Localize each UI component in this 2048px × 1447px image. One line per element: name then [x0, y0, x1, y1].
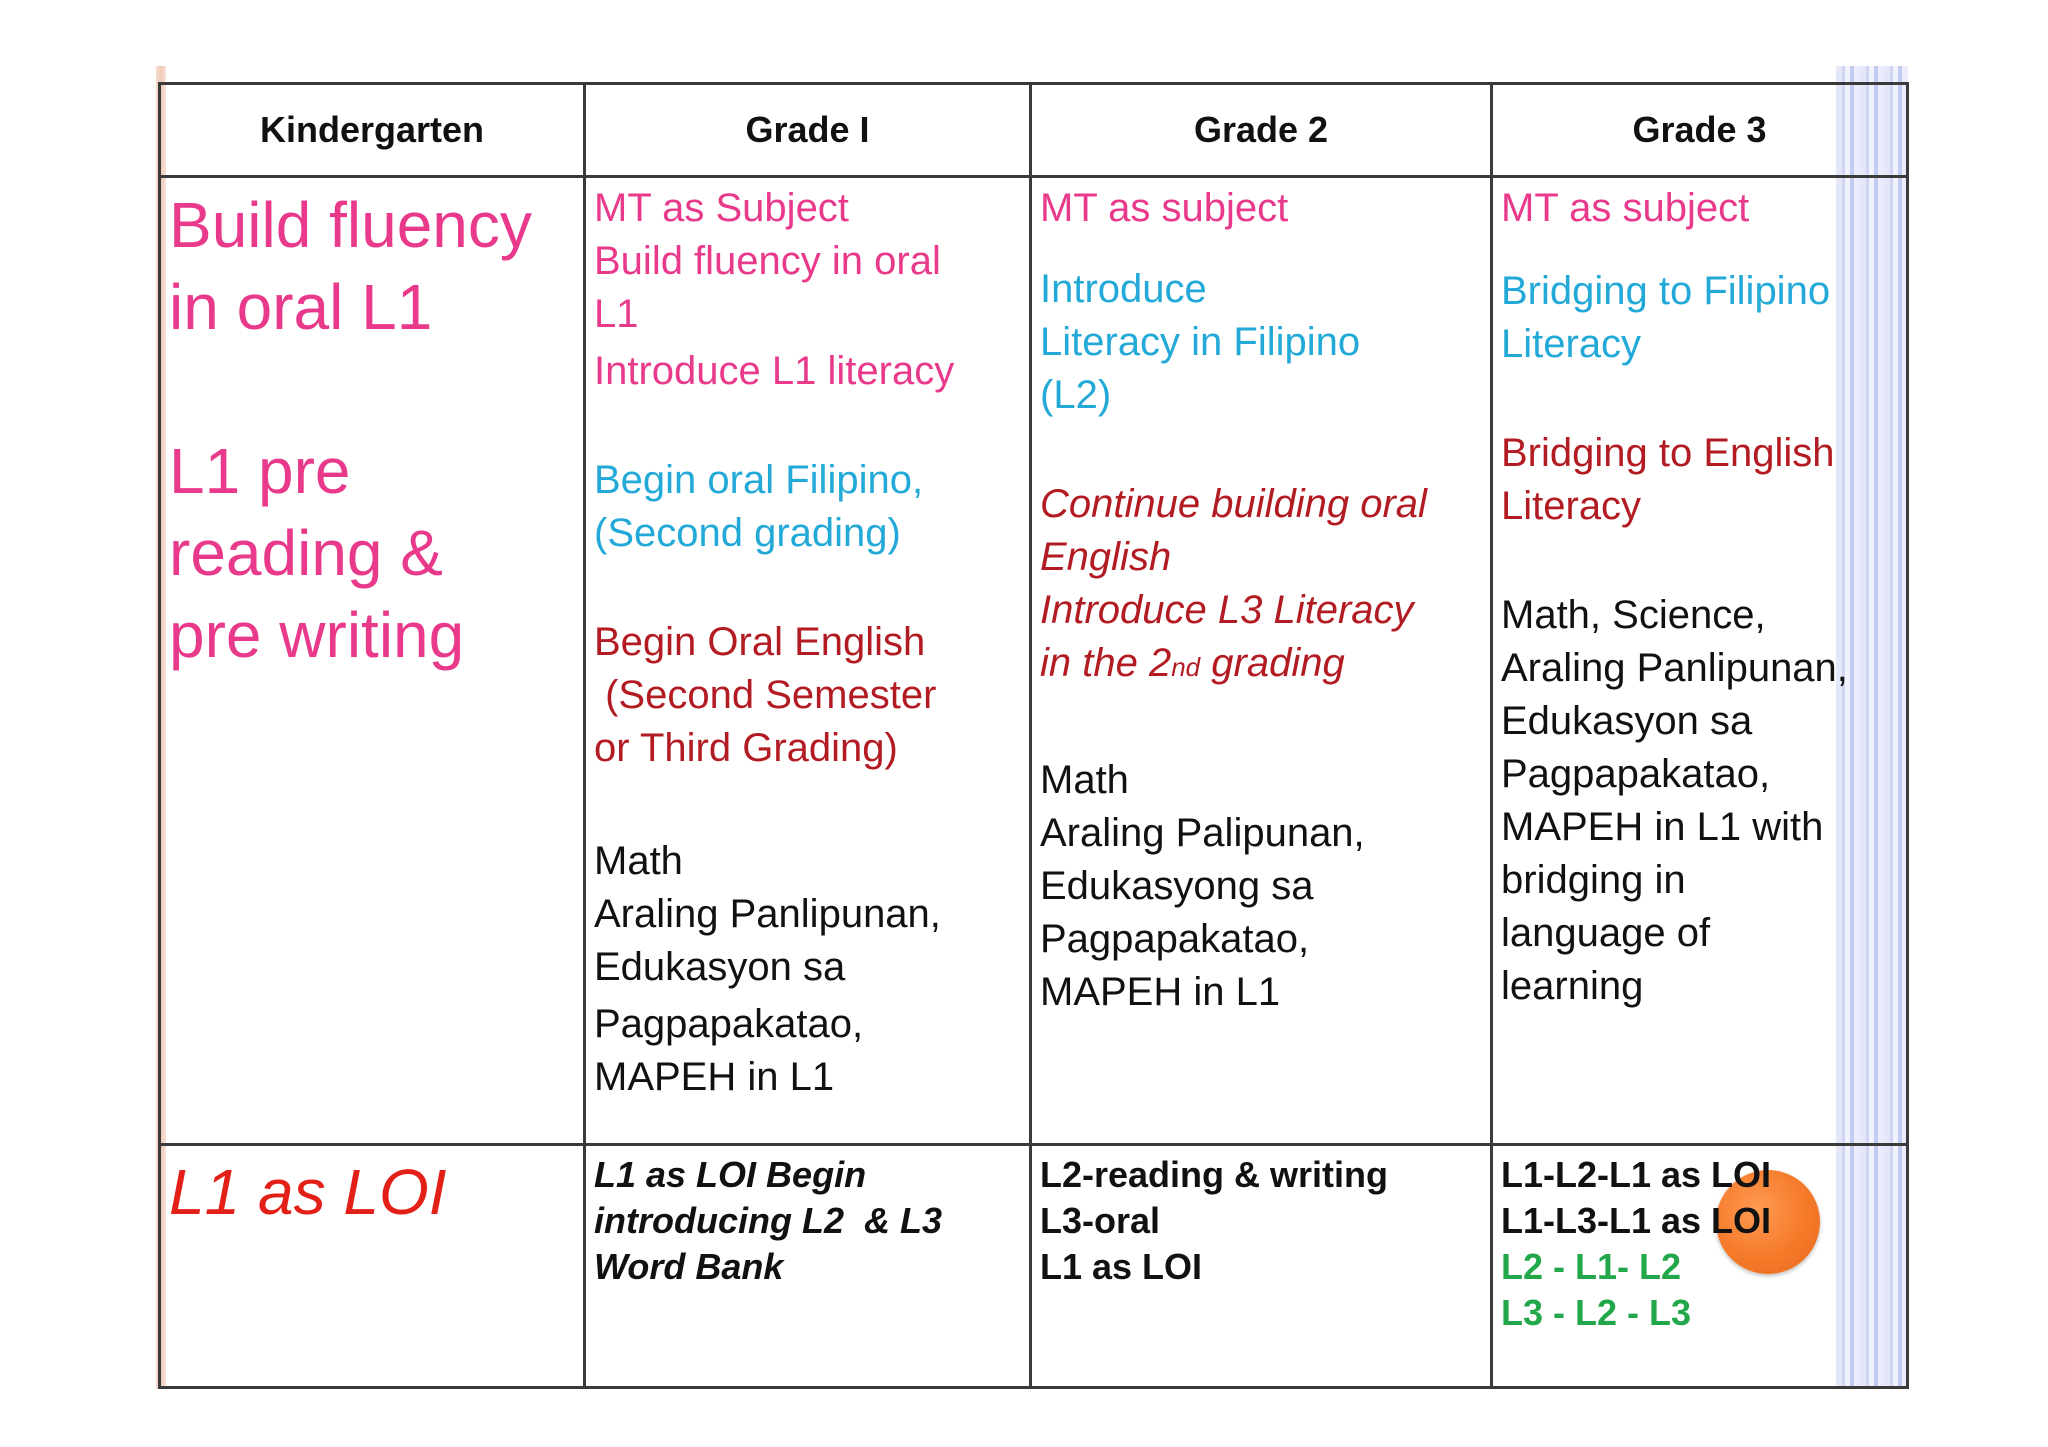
k-prereading-line-3: pre writing [169, 599, 465, 671]
g1-subject-line-1: Math [594, 839, 683, 883]
g3-subject-line-5: MAPEH in L1 with [1501, 805, 1824, 849]
curriculum-table [158, 82, 1909, 1389]
g2-subject-line-3: Edukasyong sa [1040, 864, 1314, 908]
g1-loi-line-2: introducing L2 & L3 [594, 1200, 942, 1241]
cell-kindergarten-main [160, 177, 585, 1145]
g3-loi-line-1: L1-L2-L1 as LOI [1501, 1154, 1772, 1195]
g1-subject-line-4: Pagpapakatao, [594, 1002, 864, 1046]
g2-subject-line-5: MAPEH in L1 [1040, 970, 1281, 1014]
g1-subject-line-5: MAPEH in L1 [594, 1055, 835, 1099]
g2-filipino-line-2: Literacy in Filipino [1040, 320, 1361, 364]
cell-grade-3-loi [1492, 1145, 1908, 1388]
g1-filipino-line-2: (Second grading) [594, 511, 901, 555]
cell-grade-2-loi [1031, 1145, 1492, 1388]
g1-english-line-3: or Third Grading) [594, 726, 898, 770]
cell-grade-2-main [1031, 177, 1492, 1145]
g2-english-literacy-line-2: in the 2nd grading [1040, 641, 1345, 685]
k-fluency-line-2: in oral L1 [169, 271, 433, 343]
header-kindergarten: Kindergarten [160, 84, 585, 177]
g2-subject-line-4: Pagpapakatao, [1040, 917, 1310, 961]
g3-english-line-2: Literacy [1501, 484, 1642, 528]
g1-english-line-2: (Second Semester [594, 673, 937, 717]
g2-english-oral-line-2: English [1040, 535, 1172, 579]
g3-subject-line-4: Pagpapakatao, [1501, 752, 1771, 796]
g3-loi-line-3: L2 - L1- L2 [1501, 1246, 1682, 1287]
header-row [160, 84, 1908, 177]
g3-subject-line-3: Edukasyon sa [1501, 699, 1753, 743]
g2-subject-line-1: Math [1040, 758, 1129, 802]
g3-filipino-line-2: Literacy [1501, 322, 1642, 366]
g1-loi-line-3: Word Bank [594, 1246, 784, 1287]
cell-kindergarten-loi [160, 1145, 585, 1388]
g3-subject-line-8: learning [1501, 964, 1644, 1008]
g2-subject-line-2: Araling Palipunan, [1040, 811, 1365, 855]
k-loi: L1 as LOI [169, 1156, 447, 1228]
g3-loi-line-2: L1-L3-L1 as LOI [1501, 1200, 1772, 1241]
g1-fluency-line-2: L1 [594, 292, 639, 336]
g2-english-literacy-line-1: Introduce L3 Literacy [1040, 588, 1414, 632]
g2-loi-line-1: L2-reading & writing [1040, 1154, 1389, 1195]
g2-loi-line-3: L1 as LOI [1040, 1246, 1203, 1287]
g2-english-oral-line-1: Continue building oral [1040, 482, 1427, 526]
g2-filipino-line-3: (L2) [1040, 373, 1112, 417]
cell-grade-3-main [1492, 177, 1908, 1145]
g3-filipino-line-1: Bridging to Filipino [1501, 269, 1831, 313]
g3-english-line-1: Bridging to English [1501, 431, 1835, 475]
g1-filipino-line-1: Begin oral Filipino, [594, 458, 924, 502]
header-grade-3: Grade 3 [1492, 84, 1908, 177]
g1-loi-line-1: L1 as LOI Begin [594, 1154, 867, 1195]
cell-grade-1-main [585, 177, 1031, 1145]
g3-subject-line-6: bridging in [1501, 858, 1686, 902]
header-grade-2: Grade 2 [1031, 84, 1492, 177]
k-fluency-line-1: Build fluency [169, 189, 532, 261]
g1-english-line-1: Begin Oral English [594, 620, 926, 664]
g1-fluency-line-1: Build fluency in oral [594, 239, 941, 283]
loi-row [160, 1145, 1908, 1388]
k-prereading-line-2: reading & [169, 517, 443, 589]
g3-subject-line-7: language of [1501, 911, 1711, 955]
g3-mt-subject: MT as subject [1501, 186, 1750, 230]
g1-literacy: Introduce L1 literacy [594, 349, 955, 393]
g2-filipino-line-1: Introduce [1040, 267, 1207, 311]
g1-mt-subject: MT as Subject [594, 186, 849, 230]
g1-subject-line-3: Edukasyon sa [594, 945, 846, 989]
g2-loi-line-2: L3-oral [1040, 1200, 1161, 1241]
g3-subject-line-2: Araling Panlipunan, [1501, 646, 1848, 690]
cell-grade-1-loi [585, 1145, 1031, 1388]
header-grade-1: Grade I [585, 84, 1031, 177]
k-prereading-line-1: L1 pre [169, 435, 351, 507]
g1-subject-line-2: Araling Panlipunan, [594, 892, 941, 936]
g3-subject-line-1: Math, Science, [1501, 593, 1766, 637]
g3-loi-line-4: L3 - L2 - L3 [1501, 1292, 1692, 1333]
main-row [160, 177, 1908, 1145]
g2-mt-subject: MT as subject [1040, 186, 1289, 230]
